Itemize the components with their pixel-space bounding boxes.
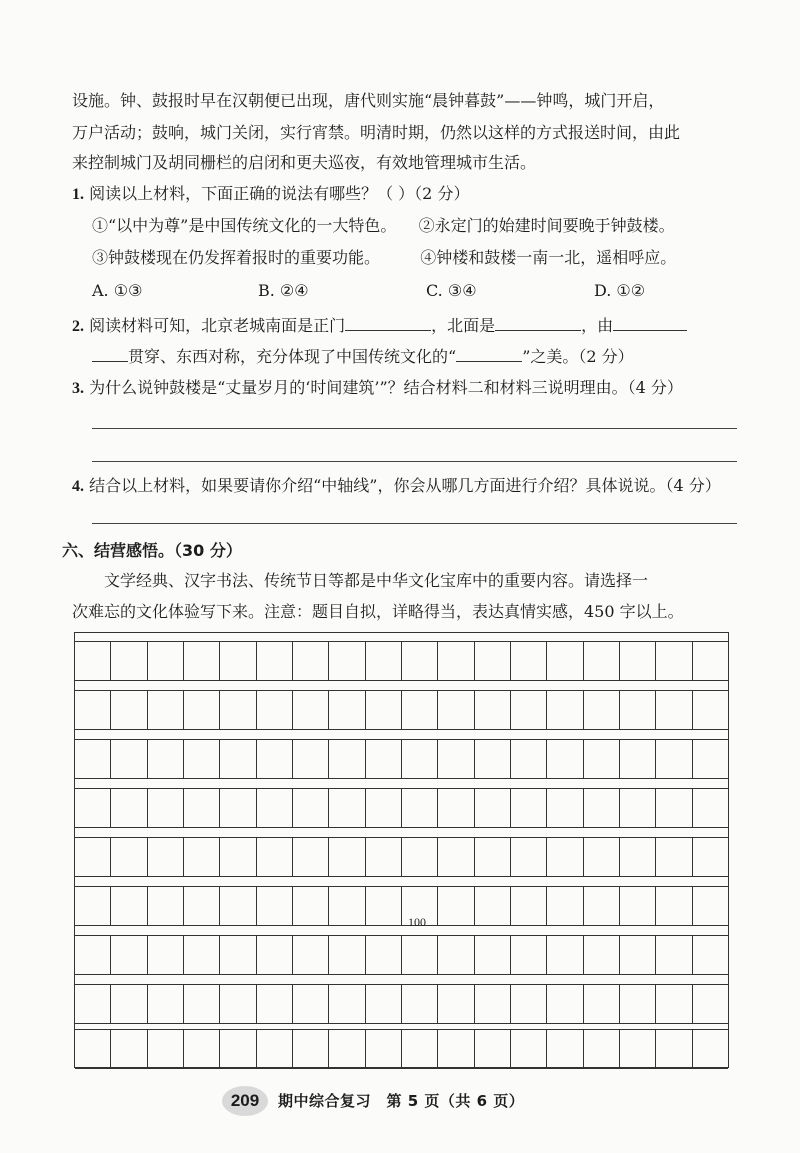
question-1 xyxy=(72,183,740,206)
grid-cell[interactable] xyxy=(329,936,365,974)
grid-cell[interactable] xyxy=(148,691,184,729)
grid-cell[interactable] xyxy=(620,642,656,680)
grid-cell[interactable] xyxy=(293,642,329,680)
grid-cell[interactable] xyxy=(148,887,184,925)
grid-cell[interactable] xyxy=(257,838,293,876)
grid-cell[interactable] xyxy=(111,691,147,729)
grid-cell[interactable] xyxy=(511,691,547,729)
grid-cell[interactable] xyxy=(693,740,728,778)
grid-cell[interactable] xyxy=(438,936,474,974)
grid-cell[interactable] xyxy=(475,1030,511,1068)
grid-cell[interactable] xyxy=(547,740,583,778)
grid-cell[interactable] xyxy=(475,936,511,974)
grid-cell[interactable] xyxy=(111,838,147,876)
blank-south-gate[interactable] xyxy=(345,314,431,331)
grid-cell[interactable] xyxy=(511,1030,547,1068)
answer-line-q3-2[interactable] xyxy=(92,461,737,462)
grid-cell[interactable] xyxy=(293,887,329,925)
grid-cell[interactable] xyxy=(475,789,511,827)
section-6-prompt-1: 文学经典、汉字书法、传统节日等都是中华文化宝库中的重要内容。请选择一 xyxy=(104,571,649,590)
grid-cell[interactable] xyxy=(693,838,728,876)
grid-cell[interactable] xyxy=(111,936,147,974)
grid-cell[interactable] xyxy=(75,985,111,1023)
passage-line-3: 来控制城门及胡同栅栏的启闭和更夫巡夜，有效地管理城市生活。 xyxy=(72,153,537,172)
grid-row xyxy=(75,935,728,975)
grid-cell[interactable] xyxy=(656,887,692,925)
grid-cell[interactable] xyxy=(693,642,728,680)
question-2-number: 2. xyxy=(72,318,84,335)
grid-cell[interactable] xyxy=(257,936,293,974)
grid-cell[interactable] xyxy=(547,887,583,925)
grid-cell[interactable] xyxy=(184,740,220,778)
grid-cell[interactable] xyxy=(257,887,293,925)
grid-cell[interactable] xyxy=(184,887,220,925)
grid-cell[interactable] xyxy=(438,642,474,680)
grid-cell[interactable] xyxy=(184,642,220,680)
option-c[interactable]: C. ③④ xyxy=(426,281,477,300)
question-2-text-5: ”之美。（2 分） xyxy=(522,347,634,366)
grid-cell[interactable] xyxy=(511,887,547,925)
statement-3: ③钟鼓楼现在仍发挥着报时的重要功能。 xyxy=(92,248,381,267)
grid-cell[interactable] xyxy=(656,936,692,974)
grid-cell[interactable] xyxy=(329,789,365,827)
grid-cell[interactable] xyxy=(547,642,583,680)
grid-cell[interactable] xyxy=(511,985,547,1023)
grid-cell[interactable] xyxy=(547,985,583,1023)
question-3-text: 为什么说钟鼓楼是“丈量岁月的‘时间建筑’”？结合材料二和材料三说明理由。（4 分） xyxy=(89,378,683,397)
grid-cell[interactable] xyxy=(584,838,620,876)
grid-cell[interactable] xyxy=(438,691,474,729)
page-number-badge: 209 xyxy=(222,1086,268,1116)
grid-cell[interactable] xyxy=(111,642,147,680)
grid-cell[interactable] xyxy=(111,985,147,1023)
grid-cell[interactable] xyxy=(220,789,256,827)
grid-cell[interactable] xyxy=(438,887,474,925)
grid-cell[interactable] xyxy=(220,936,256,974)
grid-cell[interactable] xyxy=(293,691,329,729)
grid-cell[interactable] xyxy=(584,789,620,827)
grid-cell[interactable] xyxy=(620,1030,656,1068)
grid-cell[interactable] xyxy=(329,740,365,778)
grid-cell[interactable] xyxy=(75,789,111,827)
statement-2: ②永定门的始建时间要晚于钟鼓楼。 xyxy=(418,216,675,235)
grid-cell[interactable] xyxy=(584,936,620,974)
question-2-text-1: 阅读材料可知，北京老城南面是正门 xyxy=(89,316,346,335)
grid-cell[interactable] xyxy=(584,642,620,680)
question-1-text: 阅读以上材料，下面正确的说法有哪些？（ ）（2 分） xyxy=(89,184,470,203)
blank-axis-1[interactable] xyxy=(613,314,687,331)
answer-line-q4-1[interactable] xyxy=(92,523,737,524)
grid-cell[interactable] xyxy=(656,740,692,778)
question-4-text: 结合以上材料，如果要请你介绍“中轴线”，你会从哪几方面进行介绍？具体说说。（4 分） xyxy=(89,476,721,495)
section-6-prompt-2: 次难忘的文化体验写下来。注意：题目自拟，详略得当，表达真情实感，450 字以上。 xyxy=(72,602,684,621)
grid-cell[interactable] xyxy=(366,838,402,876)
option-a[interactable]: A. ①③ xyxy=(92,281,143,300)
grid-cell[interactable] xyxy=(584,887,620,925)
question-3 xyxy=(72,377,740,400)
grid-row xyxy=(75,788,728,828)
question-1-statements-row-2 xyxy=(92,247,740,269)
grid-cell[interactable] xyxy=(148,985,184,1023)
grid-cell[interactable] xyxy=(547,789,583,827)
grid-cell[interactable] xyxy=(148,642,184,680)
grid-cell[interactable] xyxy=(184,789,220,827)
grid-cell[interactable] xyxy=(511,789,547,827)
grid-cell[interactable] xyxy=(620,789,656,827)
grid-cell[interactable] xyxy=(402,1030,438,1068)
grid-cell[interactable] xyxy=(329,691,365,729)
grid-cell[interactable] xyxy=(257,691,293,729)
question-2-line-2 xyxy=(92,345,740,368)
grid-cell[interactable] xyxy=(366,1030,402,1068)
grid-cell[interactable] xyxy=(366,985,402,1023)
grid-cell[interactable] xyxy=(75,691,111,729)
grid-cell[interactable] xyxy=(257,985,293,1023)
writing-grid[interactable] xyxy=(74,632,729,1068)
grid-row xyxy=(75,690,728,730)
blank-axis-2[interactable] xyxy=(92,345,128,362)
grid-cell[interactable] xyxy=(75,642,111,680)
grid-cell[interactable] xyxy=(220,642,256,680)
grid-cell[interactable] xyxy=(438,740,474,778)
blank-north[interactable] xyxy=(495,314,581,331)
grid-cell[interactable] xyxy=(693,985,728,1023)
grid-cell[interactable] xyxy=(220,985,256,1023)
grid-cell[interactable] xyxy=(220,740,256,778)
grid-cell[interactable] xyxy=(511,740,547,778)
grid-cell[interactable] xyxy=(148,1030,184,1068)
grid-cell[interactable] xyxy=(656,838,692,876)
grid-cell[interactable] xyxy=(475,838,511,876)
statement-1: ①“以中为尊”是中国传统文化的一大特色。 xyxy=(92,216,397,235)
question-4-number: 4. xyxy=(72,478,84,495)
grid-cell[interactable] xyxy=(402,642,438,680)
grid-row xyxy=(75,984,728,1024)
grid-cell[interactable] xyxy=(438,789,474,827)
grid-cell[interactable] xyxy=(111,887,147,925)
grid-cell[interactable] xyxy=(402,936,438,974)
answer-line-q3-1[interactable] xyxy=(92,428,737,429)
grid-cell[interactable] xyxy=(475,740,511,778)
grid-cell[interactable] xyxy=(257,789,293,827)
grid-cell[interactable] xyxy=(366,642,402,680)
grid-cell[interactable] xyxy=(220,691,256,729)
grid-cell[interactable] xyxy=(111,740,147,778)
grid-cell[interactable] xyxy=(257,642,293,680)
grid-cell[interactable] xyxy=(366,691,402,729)
grid-cell[interactable] xyxy=(584,1030,620,1068)
grid-cell[interactable] xyxy=(438,1030,474,1068)
grid-cell[interactable] xyxy=(620,887,656,925)
grid-cell[interactable] xyxy=(184,1030,220,1068)
grid-cell[interactable] xyxy=(693,936,728,974)
option-d[interactable]: D. ①② xyxy=(594,281,646,300)
grid-row xyxy=(75,1029,728,1069)
grid-cell[interactable] xyxy=(329,642,365,680)
grid-cell[interactable] xyxy=(620,936,656,974)
section-6-title: 六、结营感悟。（30 分） xyxy=(62,541,242,560)
grid-cell[interactable] xyxy=(366,887,402,925)
grid-cell[interactable] xyxy=(656,642,692,680)
question-2-text-3: ，由 xyxy=(581,316,614,335)
grid-cell[interactable] xyxy=(75,838,111,876)
grid-cell[interactable] xyxy=(402,789,438,827)
grid-cell[interactable] xyxy=(438,838,474,876)
question-1-number: 1. xyxy=(72,186,84,203)
grid-cell[interactable] xyxy=(184,838,220,876)
grid-cell[interactable] xyxy=(75,936,111,974)
grid-cell[interactable] xyxy=(656,691,692,729)
grid-cell[interactable] xyxy=(293,740,329,778)
grid-cell[interactable] xyxy=(293,789,329,827)
grid-cell[interactable] xyxy=(475,642,511,680)
grid-cell[interactable] xyxy=(257,740,293,778)
grid-cell[interactable] xyxy=(293,985,329,1023)
grid-cell[interactable] xyxy=(547,1030,583,1068)
grid-cell[interactable] xyxy=(475,691,511,729)
grid-cell[interactable] xyxy=(402,985,438,1023)
grid-cell[interactable] xyxy=(75,1030,111,1068)
grid-cell[interactable] xyxy=(111,1030,147,1068)
question-1-statements-row-1 xyxy=(92,215,740,237)
grid-cell[interactable] xyxy=(293,936,329,974)
grid-cell[interactable] xyxy=(257,1030,293,1068)
grid-cell[interactable] xyxy=(329,887,365,925)
question-2-text-2: ，北面是 xyxy=(431,316,496,335)
grid-row xyxy=(75,886,728,926)
grid-cell[interactable] xyxy=(75,887,111,925)
grid-cell[interactable] xyxy=(402,838,438,876)
question-2-text-4: 贯穿、东西对称，充分体现了中国传统文化的“ xyxy=(128,347,457,366)
grid-cell[interactable] xyxy=(148,936,184,974)
grid-cell[interactable] xyxy=(693,1030,728,1068)
grid-cell[interactable] xyxy=(438,985,474,1023)
grid-cell[interactable] xyxy=(693,887,728,925)
grid-cell[interactable] xyxy=(511,936,547,974)
grid-cell[interactable] xyxy=(620,838,656,876)
grid-cell[interactable] xyxy=(693,691,728,729)
grid-cell[interactable] xyxy=(366,740,402,778)
passage-line-1: 设施。钟、鼓报时早在汉朝便已出现，唐代则实施“晨钟暮鼓”——钟鸣，城门开启， xyxy=(72,91,665,110)
footer-label: 期中综合复习 第 5 页（共 6 页） xyxy=(278,1092,525,1110)
grid-cell[interactable] xyxy=(329,1030,365,1068)
grid-cell[interactable] xyxy=(148,740,184,778)
grid-cell[interactable] xyxy=(293,1030,329,1068)
grid-cell[interactable] xyxy=(184,691,220,729)
grid-cell[interactable] xyxy=(656,985,692,1023)
question-3-number: 3. xyxy=(72,380,84,397)
grid-cell[interactable] xyxy=(148,789,184,827)
question-4 xyxy=(72,475,740,498)
grid-cell[interactable] xyxy=(656,1030,692,1068)
grid-cell[interactable] xyxy=(584,691,620,729)
grid-cell[interactable] xyxy=(475,985,511,1023)
grid-cell[interactable] xyxy=(148,838,184,876)
grid-cell[interactable] xyxy=(547,691,583,729)
grid-cell[interactable] xyxy=(184,936,220,974)
grid-cell[interactable] xyxy=(584,985,620,1023)
grid-cell[interactable] xyxy=(366,936,402,974)
grid-cell[interactable] xyxy=(584,740,620,778)
grid-cell[interactable] xyxy=(293,838,329,876)
grid-cell[interactable] xyxy=(329,838,365,876)
statement-4: ④钟楼和鼓楼一南一北，遥相呼应。 xyxy=(420,248,677,267)
grid-cell[interactable] xyxy=(547,838,583,876)
grid-cell[interactable] xyxy=(220,838,256,876)
word-count-marker: 100 xyxy=(408,915,426,929)
grid-cell[interactable] xyxy=(184,985,220,1023)
grid-cell[interactable] xyxy=(75,740,111,778)
grid-cell[interactable] xyxy=(620,691,656,729)
question-2-line-1 xyxy=(72,314,740,338)
grid-cell[interactable] xyxy=(366,789,402,827)
blank-beauty[interactable] xyxy=(456,345,522,362)
grid-cell[interactable] xyxy=(693,789,728,827)
option-b[interactable]: B. ②④ xyxy=(258,281,309,300)
grid-cell[interactable] xyxy=(220,887,256,925)
grid-cell[interactable] xyxy=(620,985,656,1023)
grid-cell[interactable] xyxy=(475,887,511,925)
grid-cell[interactable] xyxy=(511,838,547,876)
grid-cell[interactable] xyxy=(547,936,583,974)
grid-cell[interactable] xyxy=(402,740,438,778)
grid-cell[interactable] xyxy=(620,740,656,778)
grid-cell[interactable] xyxy=(220,1030,256,1068)
grid-cell[interactable] xyxy=(511,642,547,680)
grid-cell[interactable] xyxy=(111,789,147,827)
grid-cell[interactable] xyxy=(329,985,365,1023)
grid-cell[interactable] xyxy=(402,691,438,729)
grid-row xyxy=(75,837,728,877)
grid-row xyxy=(75,641,728,681)
grid-cell[interactable] xyxy=(656,789,692,827)
passage-line-2: 万户活动；鼓响，城门关闭，实行宵禁。明清时期，仍然以这样的方式报送时间，由此 xyxy=(72,123,681,142)
grid-row xyxy=(75,739,728,779)
